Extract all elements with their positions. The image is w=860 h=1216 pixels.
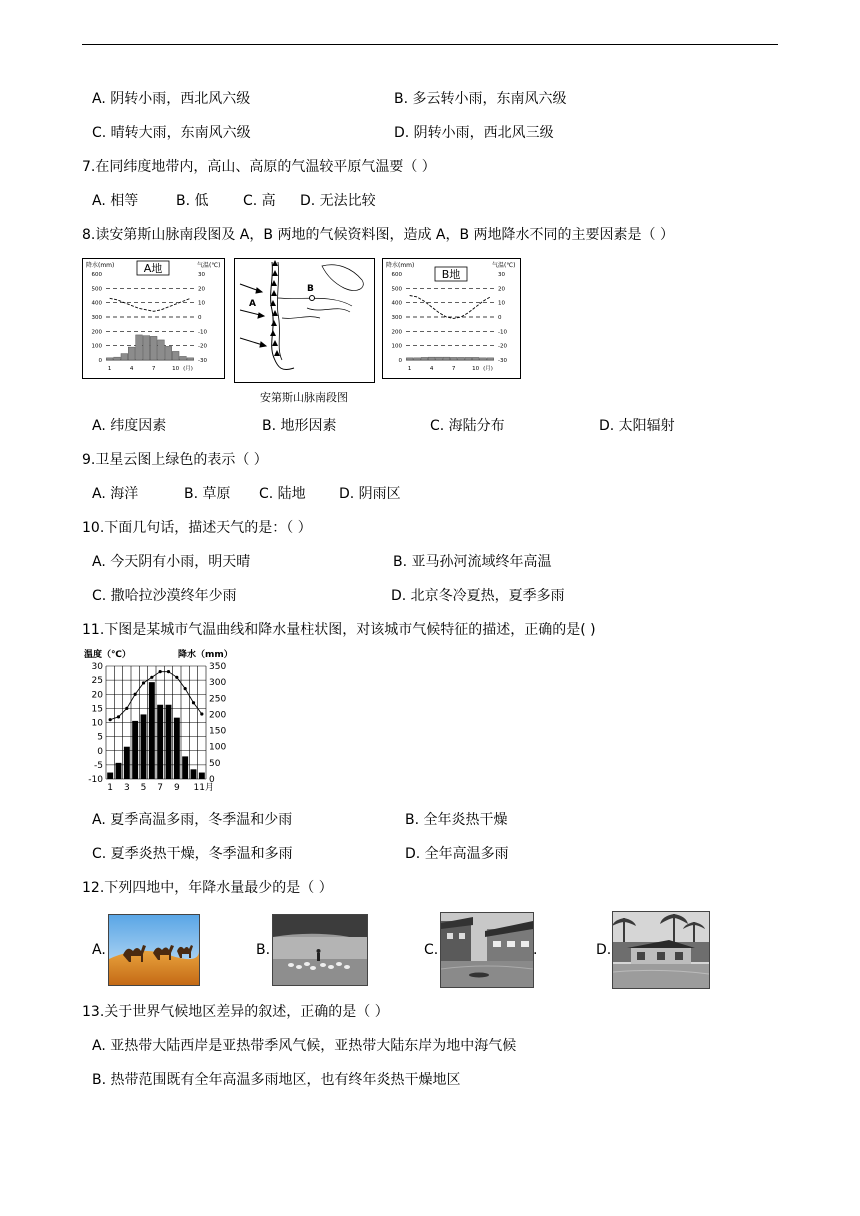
chart-a-right-tick: -20 — [198, 343, 207, 350]
chart-a-right-tick: -10 — [198, 329, 207, 336]
city-chart-temp-tick: 25 — [91, 676, 103, 687]
chart-a-left-tick: 200 — [91, 329, 102, 336]
q8-option-b[interactable]: B. 地形因素 — [262, 418, 337, 434]
city-chart-temp-point — [142, 681, 145, 684]
city-chart-temp-point — [200, 712, 203, 715]
chart-a-precip-bar — [172, 351, 179, 360]
q7-option-b[interactable]: B. 低 — [176, 193, 209, 209]
city-chart-month-tick: 5 — [140, 783, 147, 793]
grassland-sheep-photo[interactable] — [272, 914, 368, 986]
chart-b-left-tick: 600 — [391, 272, 402, 278]
chart-b-month-tick: 10 — [472, 366, 480, 372]
city-chart-month-tick: 11月 — [193, 783, 214, 793]
chart-a-right-tick: 0 — [198, 315, 202, 321]
q12-option-d[interactable]: D. — [596, 942, 612, 958]
city-chart-temp-tick: 20 — [91, 690, 103, 701]
chart-a-precip-bar — [187, 358, 194, 360]
q9-stem: 9.卫星云图上绿色的表示（ ） — [82, 452, 268, 468]
header-rule — [82, 44, 778, 45]
andes-map — [235, 259, 375, 405]
chart-b-month-tick: 7 — [451, 366, 456, 372]
city-chart-month-tick: 1 — [107, 783, 114, 793]
chart-b-left-tick: 500 — [391, 286, 402, 293]
q8-option-c[interactable]: C. 海陆分布 — [430, 418, 505, 434]
q10-stem: 10.下面几句话，描述天气的是：（ ） — [82, 520, 312, 536]
chart-a-left-tick: 600 — [91, 272, 102, 278]
q11-figure — [82, 646, 252, 802]
q6-option-a[interactable]: A. 阴转小雨，西北风六级 — [92, 91, 251, 107]
chart-a-precip-bar — [150, 336, 157, 360]
chart-a-left-tick: 300 — [91, 315, 102, 321]
city-chart-precip-tick: 250 — [209, 694, 227, 705]
q8-stem: 8.读安第斯山脉南段图及 A，B 两地的气候资料图，造成 A，B 两地降水不同的主要因素是（ ） — [82, 227, 674, 243]
q10-option-a[interactable]: A. 今天阴有小雨，明天晴 — [92, 554, 251, 570]
chart-a-month-tick: 4 — [129, 366, 134, 372]
q12-option-c[interactable]: C. — [424, 942, 439, 958]
city-chart-temp-point — [117, 715, 120, 718]
chart-b-precip-bar — [414, 358, 421, 360]
q7-option-a[interactable]: A. 相等 — [92, 193, 139, 209]
q12-option-a[interactable]: A. — [92, 942, 106, 958]
chart-b-right-tick: 10 — [498, 300, 505, 307]
city-chart-temp-point — [125, 707, 128, 710]
q11-option-d[interactable]: D. 全年高温多雨 — [405, 846, 509, 862]
chart-b-month-tick: 4 — [429, 366, 434, 372]
q7-option-c[interactable]: C. 高 — [243, 193, 276, 209]
chart-a-month-tick: 10 — [172, 366, 180, 372]
chart-a-right-tick: 20 — [198, 286, 205, 293]
chart-b-precip-bar — [443, 357, 450, 360]
chart-a-precip-bar — [106, 358, 113, 360]
city-chart-temp-tick: 5 — [97, 732, 103, 743]
chart-b-left-tick: 200 — [391, 329, 402, 336]
city-chart-temp-point — [159, 670, 162, 673]
city-chart-precip-tick: 100 — [209, 742, 227, 753]
q13-option-a[interactable]: A. 亚热带大陆西岸是亚热带季风气候，亚热带大陆东岸为地中海气候 — [92, 1038, 517, 1054]
chart-a-precip-bar — [158, 340, 165, 360]
city-chart-temp-point — [109, 718, 112, 721]
q9-option-c[interactable]: C. 陆地 — [259, 486, 306, 502]
chart-b-month-tick: 1 — [407, 366, 412, 372]
chart-b-right-tick: 30 — [498, 272, 505, 278]
chart-b-left-tick: 100 — [391, 343, 402, 350]
city-chart-precip-bar — [191, 769, 197, 779]
city-chart-temp-tick: -10 — [88, 775, 103, 785]
map-caption: 安第斯山脉南段图 — [260, 391, 348, 404]
chart-b-precip-bar — [472, 357, 479, 360]
chart-b-precip-bar — [458, 357, 465, 360]
city-chart-precip-bar — [157, 705, 163, 779]
map-label-b: B — [307, 284, 314, 294]
q8-figure — [82, 258, 524, 406]
tropical-house-photo[interactable] — [612, 911, 710, 989]
chart-b-right-tick: 20 — [498, 286, 505, 293]
chart-a-month-tick: 7 — [151, 366, 156, 372]
q12-option-c-suffix: . — [533, 942, 538, 958]
city-chart-precip-tick: 0 — [209, 775, 215, 785]
city-chart-precip-tick: 350 — [209, 662, 227, 672]
q6-option-d[interactable]: D. 阴转小雨，西北风三级 — [394, 125, 554, 141]
chart-a-right-tick: 10 — [198, 300, 205, 307]
chart-b-precip-bar — [428, 357, 435, 360]
desert-camel-photo[interactable] — [108, 914, 200, 986]
city-chart-precip-bar — [149, 682, 155, 779]
chart-b-precip-bar — [421, 357, 428, 360]
q8-option-d[interactable]: D. 太阳辐射 — [599, 418, 675, 434]
chart-a-precip-bar — [143, 336, 150, 360]
q9-option-d[interactable]: D. 阴雨区 — [339, 486, 401, 502]
city-chart-temp-point — [150, 676, 153, 679]
chart-b-right-tick: -30 — [498, 358, 507, 364]
q12-stem: 12.下列四地中，年降水量最少的是（ ） — [82, 880, 333, 896]
city-chart-month-tick: 3 — [123, 783, 130, 793]
city-chart-y2label: 降水（mm） — [178, 650, 233, 660]
city-chart-temp-point — [134, 693, 137, 696]
city-chart-temp-tick: 30 — [91, 662, 103, 672]
map-label-a: A — [249, 299, 256, 309]
chart-b-precip-bar — [450, 357, 457, 360]
city-chart-temp-tick: 15 — [91, 704, 103, 715]
chart-a-right-axis-label: 气温(℃) — [197, 262, 221, 269]
city-chart-precip-bar — [141, 714, 147, 779]
city-chart-temp-point — [167, 670, 170, 673]
q13-option-b[interactable]: B. 热带范围既有全年高温多雨地区，也有终年炎热干燥地区 — [92, 1072, 461, 1088]
city-chart-temp-point — [175, 676, 178, 679]
climate-chart-b — [383, 259, 521, 379]
chart-b-precip-bar — [465, 357, 472, 360]
chart-a-precip-bar — [128, 347, 135, 360]
chart-b-precip-bar — [487, 358, 494, 360]
city-climate-chart — [84, 648, 233, 793]
city-chart-ylabel: 温度（℃） — [84, 650, 131, 660]
chart-b-right-axis-label: 气温(℃) — [492, 262, 516, 269]
q9-option-b[interactable]: B. 草原 — [184, 486, 231, 502]
city-chart-precip-bar — [132, 721, 138, 779]
chart-a-left-axis-label: 降水(mm) — [86, 262, 115, 269]
chart-b-right-tick: -10 — [498, 329, 507, 336]
q11-stem: 11.下图是某城市气温曲线和降水量柱状图，对该城市气候特征的描述，正确的是( ) — [82, 622, 596, 638]
chart-a-left-tick: 400 — [91, 300, 102, 307]
chart-b-precip-bar — [406, 358, 413, 360]
city-chart-precip-bar — [174, 718, 180, 779]
chart-a-left-tick: 0 — [98, 358, 102, 364]
chart-b-left-axis-label: 降水(mm) — [386, 262, 415, 269]
q10-option-c[interactable]: C. 撒哈拉沙漠终年少雨 — [92, 588, 237, 604]
city-chart-month-tick: 9 — [173, 783, 180, 793]
climate-chart-a — [83, 259, 225, 379]
chart-a-month-tick: 1 — [107, 366, 112, 372]
q10-option-d[interactable]: D. 北京冬冷夏热，夏季多雨 — [391, 588, 565, 604]
chart-a-month-tick: (月) — [183, 366, 193, 372]
chart-b-left-tick: 300 — [391, 315, 402, 321]
chart-a-precip-bar — [121, 354, 128, 360]
chart-a-precip-bar — [180, 356, 187, 360]
chart-a-title: A地 — [143, 262, 163, 275]
chart-a-precip-bar — [114, 357, 121, 360]
q9-option-a[interactable]: A. 海洋 — [92, 486, 139, 502]
city-chart-temp-tick: -5 — [94, 760, 103, 771]
q6-option-b[interactable]: B. 多云转小雨，东南风六级 — [394, 91, 567, 107]
chart-a-right-tick: -30 — [198, 358, 207, 364]
chart-a-precip-bar — [136, 335, 143, 360]
chart-a-precip-bar — [165, 346, 172, 360]
city-chart-temp-point — [184, 687, 187, 690]
city-chart-precip-tick: 50 — [209, 758, 221, 769]
city-chart-month-tick: 7 — [157, 783, 164, 793]
chart-b-right-tick: -20 — [498, 343, 507, 350]
q7-stem: 7.在同纬度地带内，高山、高原的气温较平原气温要（ ） — [82, 159, 436, 175]
city-chart-precip-tick: 150 — [209, 726, 227, 737]
city-chart-precip-bar — [182, 756, 188, 779]
chart-b-left-tick: 400 — [391, 300, 402, 307]
q7-option-d[interactable]: D. 无法比较 — [300, 193, 376, 209]
chart-a-left-tick: 500 — [91, 286, 102, 293]
q6-option-c[interactable]: C. 晴转大雨，东南风六级 — [92, 125, 251, 141]
q11-option-a[interactable]: A. 夏季高温多雨，冬季温和少雨 — [92, 812, 293, 828]
q13-stem: 13.关于世界气候地区差异的叙述，正确的是（ ） — [82, 1004, 389, 1020]
q8-option-a[interactable]: A. 纬度因素 — [92, 418, 167, 434]
city-chart-temp-point — [192, 701, 195, 704]
chart-b-precip-bar — [436, 357, 443, 360]
city-chart-precip-tick: 300 — [209, 678, 227, 689]
city-chart-precip-bar — [199, 773, 205, 779]
city-chart-precip-bar — [116, 763, 122, 779]
water-town-photo[interactable] — [440, 912, 534, 988]
chart-b-month-tick: (月) — [483, 366, 493, 372]
city-chart-temp-tick: 0 — [97, 746, 103, 757]
q11-option-c[interactable]: C. 夏季炎热干燥，冬季温和多雨 — [92, 846, 293, 862]
chart-a-left-tick: 100 — [91, 343, 102, 350]
chart-a-right-tick: 30 — [198, 272, 205, 278]
city-chart-precip-bar — [124, 747, 130, 779]
city-chart-precip-bar — [107, 773, 113, 779]
q11-option-b[interactable]: B. 全年炎热干燥 — [405, 812, 508, 828]
city-chart-temp-tick: 10 — [91, 718, 103, 729]
chart-b-left-tick: 0 — [398, 358, 402, 364]
q12-option-b[interactable]: B. — [256, 942, 271, 958]
chart-b-right-tick: 0 — [498, 315, 502, 321]
chart-b-precip-bar — [480, 358, 487, 360]
city-chart-precip-bar — [166, 705, 172, 779]
q10-option-b[interactable]: B. 亚马孙河流域终年高温 — [393, 554, 552, 570]
city-chart-precip-tick: 200 — [209, 710, 227, 721]
chart-b-title: B地 — [441, 268, 461, 281]
